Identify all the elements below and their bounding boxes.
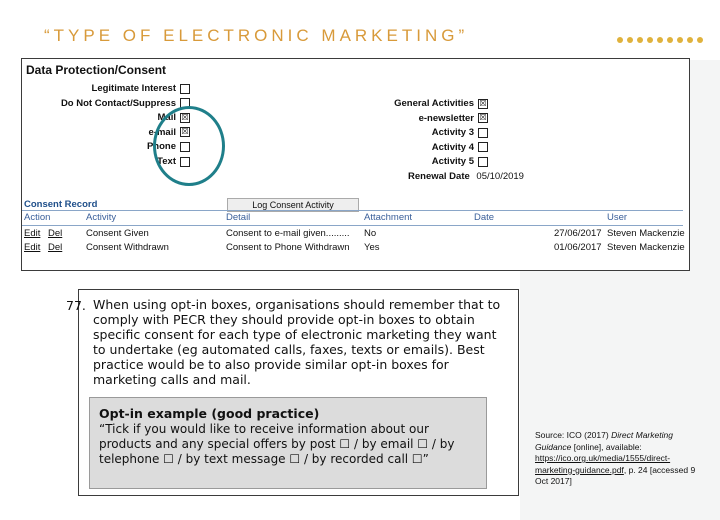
consent-record-title: Consent Record bbox=[24, 199, 98, 210]
edit-link[interactable]: Edit bbox=[24, 242, 41, 253]
checkbox[interactable]: ☒ bbox=[181, 127, 189, 137]
consent-form-screenshot bbox=[21, 58, 690, 271]
renewal-value: 05/10/2019 bbox=[476, 171, 524, 182]
highlight-circle bbox=[153, 106, 225, 186]
checkbox[interactable] bbox=[180, 84, 190, 94]
checkbox-label: General Activities bbox=[394, 98, 474, 109]
source-middle: [online], available: bbox=[571, 441, 642, 452]
renewal-date bbox=[408, 171, 524, 182]
checkbox-label: Activity 3 bbox=[431, 127, 474, 139]
col-date: Date bbox=[474, 212, 495, 223]
col-detail: Detail bbox=[226, 212, 251, 223]
example-title: Opt-in example (good practice) bbox=[99, 406, 320, 421]
checkbox-label: Text bbox=[157, 156, 176, 167]
row-attachment: Yes bbox=[364, 242, 380, 253]
paragraph-number: 77. bbox=[66, 298, 86, 313]
source-url[interactable]: https://ico.org.uk/media/1555/direct-marketing-guidance.pdf bbox=[535, 453, 671, 475]
row-user: Steven Mackenzie bbox=[607, 228, 685, 239]
row-attachment: No bbox=[364, 228, 377, 239]
checkbox-row bbox=[92, 82, 190, 95]
table-row bbox=[22, 228, 689, 242]
checkbox-row bbox=[419, 112, 488, 125]
divider bbox=[22, 225, 683, 226]
col-action: Action bbox=[24, 212, 51, 223]
col-attachment: Attachment bbox=[364, 212, 413, 223]
row-date: 01/06/2017 bbox=[554, 242, 602, 253]
opt-in-example-box bbox=[89, 397, 487, 489]
checkbox-label: Phone bbox=[146, 141, 176, 153]
guidance-screenshot bbox=[66, 289, 519, 496]
checkbox[interactable] bbox=[478, 128, 488, 138]
checkbox[interactable] bbox=[478, 157, 488, 167]
checkbox-label: Activity 5 bbox=[431, 156, 474, 168]
source-title: Direct Marketing Guidance bbox=[535, 430, 673, 452]
checkbox-label: Legitimate Interest bbox=[91, 83, 176, 94]
checkbox-label: e-newsletter bbox=[418, 112, 474, 124]
table-row bbox=[22, 242, 689, 256]
row-date: 27/06/2017 bbox=[554, 228, 602, 239]
checkbox-row bbox=[432, 155, 488, 168]
row-detail: Consent to Phone Withdrawn bbox=[226, 242, 350, 253]
delete-link[interactable]: Del bbox=[48, 242, 63, 253]
edit-link[interactable]: Edit bbox=[24, 228, 41, 239]
checkbox[interactable]: ☒ bbox=[479, 98, 487, 108]
col-user: User bbox=[607, 212, 628, 223]
row-activity: Consent Given bbox=[86, 228, 149, 239]
checkbox[interactable]: ☒ bbox=[181, 112, 189, 122]
checkbox-label: Mail bbox=[157, 112, 176, 124]
checkbox-row bbox=[61, 97, 190, 110]
checkbox[interactable] bbox=[478, 142, 488, 152]
row-activity: Consent Withdrawn bbox=[86, 242, 169, 253]
checkbox-row bbox=[432, 141, 488, 154]
row-detail: Consent to e-mail given......... bbox=[226, 228, 350, 239]
col-activity: Activity bbox=[86, 212, 117, 223]
log-consent-button[interactable]: Log Consent Activity bbox=[227, 198, 359, 212]
slide-title: “TYPE OF ELECTRONIC MARKETING” bbox=[44, 26, 469, 45]
delete-link[interactable]: Del bbox=[48, 228, 63, 239]
renewal-label: Renewal Date bbox=[408, 171, 470, 182]
form-heading: Data Protection/Consent bbox=[26, 63, 167, 77]
checkbox-row bbox=[432, 126, 488, 139]
divider bbox=[22, 210, 683, 211]
decorative-dots bbox=[617, 37, 703, 43]
checkbox-label: Activity 4 bbox=[431, 141, 474, 153]
checkbox-row bbox=[394, 97, 488, 110]
source-suffix: , p. 24 [accessed 9 Oct 2017] bbox=[535, 464, 696, 486]
example-text: “Tick if you would like to receive information about our products and any special offers by post ☐ / by email ☐ / by telephone ☐ / by text message ☐ / by recorded call ☐” bbox=[99, 422, 455, 466]
checkbox-label: e-mail bbox=[148, 126, 176, 138]
checkbox[interactable]: ☒ bbox=[479, 113, 487, 123]
row-user: Steven Mackenzie bbox=[607, 242, 685, 253]
source-prefix: Source: ICO (2017) bbox=[535, 430, 612, 440]
guidance-paragraph: When using opt-in boxes, organisations should remember that to comply with PECR they should provide opt-in boxes to obtain specific consent for each type of electronic marketing they want to undertake (eg automated calls, faxes, texts or emails). Best practice would be to also provide similar opt-in boxes for marketing calls and mail. bbox=[93, 297, 501, 387]
checkbox-label: Do Not Contact/Suppress bbox=[60, 97, 176, 109]
source-citation bbox=[535, 430, 710, 488]
table-header bbox=[22, 212, 689, 226]
